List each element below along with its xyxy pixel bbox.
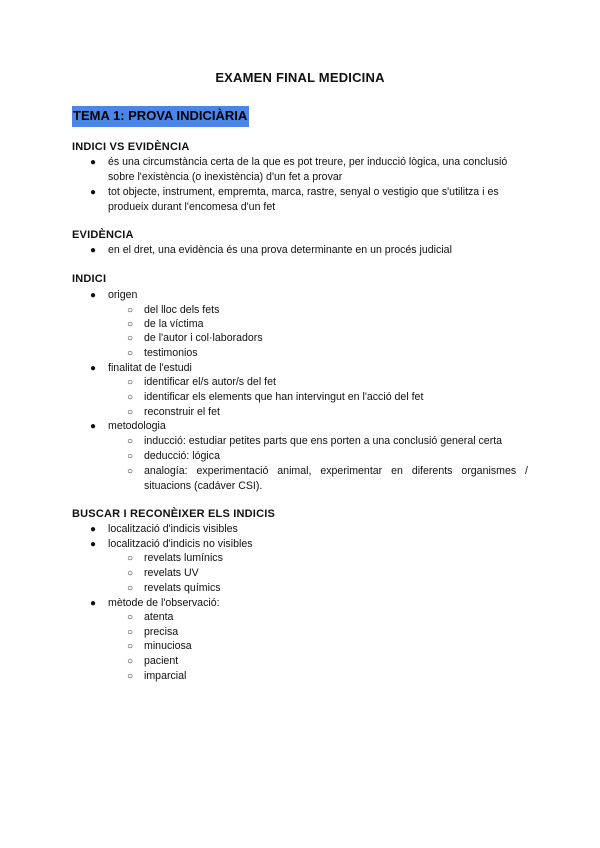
sub-bullet-icon: ○ <box>127 333 134 344</box>
section-heading-indici: INDICI <box>72 273 107 285</box>
sub-list-item-text: deducció: lógica <box>144 450 220 462</box>
sub-bullet-icon: ○ <box>127 451 134 462</box>
list-item-text: mètode de l'observació: <box>108 597 220 609</box>
sub-list-item-text: situacions (cadáver CSI). <box>144 480 263 492</box>
section-heading-evidencia: EVIDÈNCIA <box>72 229 134 241</box>
bullet-icon: ● <box>90 157 97 168</box>
document-title: EXAMEN FINAL MEDICINA <box>215 70 385 85</box>
sub-list-item-text: pacient <box>144 655 179 667</box>
sub-bullet-icon: ○ <box>127 553 134 564</box>
sub-bullet-icon: ○ <box>127 348 134 359</box>
list-item-text: produeix durant l'encomesa d'un fet <box>108 201 276 213</box>
sub-list-item-text: analogía: experimentació animal, experimentar en diferents organismes / <box>144 465 528 477</box>
sub-list-item-text: testimonios <box>144 347 198 359</box>
sub-list-item-text: atenta <box>144 611 174 623</box>
topic-heading-highlighted: TEMA 1: PROVA INDICIÀRIA <box>72 106 249 127</box>
sub-list-item-text: reconstruir el fet <box>144 406 220 418</box>
sub-list-item-text: revelats UV <box>144 567 199 579</box>
list-item-text: metodologia <box>108 420 166 432</box>
list-item-text: localització d'indicis no visibles <box>108 538 253 550</box>
bullet-icon: ● <box>90 524 97 535</box>
sub-list-item-text: imparcial <box>144 670 187 682</box>
sub-list-item-text: inducció: estudiar petites parts que ens porten a una conclusió general certa <box>144 435 503 447</box>
sub-bullet-icon: ○ <box>127 612 134 623</box>
bullet-icon: ● <box>90 187 97 198</box>
list-item-text: és una circumstància certa de la que es pot treure, per inducció lògica, una conclusió <box>108 156 508 168</box>
list-item-text: localització d'indicis visibles <box>108 523 238 535</box>
sub-list-item-text: precisa <box>144 626 179 638</box>
sub-list-item-text: revelats lumínics <box>144 552 223 564</box>
sub-bullet-icon: ○ <box>127 305 134 316</box>
sub-bullet-icon: ○ <box>127 319 134 330</box>
section-heading-buscar-indicis: BUSCAR I RECONÈIXER ELS INDICIS <box>72 508 276 520</box>
sub-bullet-icon: ○ <box>127 671 134 682</box>
sub-list-item-text: revelats químics <box>144 582 221 594</box>
list-item-text: tot objecte, instrument, empremta, marca, rastre, senyal o vestigio que s'utilitza i es <box>108 186 499 198</box>
sub-bullet-icon: ○ <box>127 392 134 403</box>
sub-list-item-text: de la víctima <box>144 318 204 330</box>
bullet-icon: ● <box>90 363 97 374</box>
list-item-text: finalitat de l'estudi <box>108 362 192 374</box>
bullet-icon: ● <box>90 421 97 432</box>
sub-bullet-icon: ○ <box>127 407 134 418</box>
bullet-icon: ● <box>90 290 97 301</box>
bullet-icon: ● <box>90 245 97 256</box>
sub-bullet-icon: ○ <box>127 627 134 638</box>
sub-list-item-text: minuciosa <box>144 640 192 652</box>
bullet-icon: ● <box>90 598 97 609</box>
list-item-text: en el dret, una evidència és una prova determinante en un procés judicial <box>108 244 452 256</box>
sub-bullet-icon: ○ <box>127 583 134 594</box>
sub-bullet-icon: ○ <box>127 568 134 579</box>
sub-list-item-text: del lloc dels fets <box>144 304 220 316</box>
sub-bullet-icon: ○ <box>127 377 134 388</box>
list-item-text: sobre l'existència (o inexistència) d'un fet a provar <box>108 171 343 183</box>
section-heading-indici-vs-evidencia: INDICI VS EVIDÈNCIA <box>72 141 190 153</box>
sub-bullet-icon: ○ <box>127 466 134 477</box>
sub-list-item-text: identificar els elements que han intervingut en l'acció del fet <box>144 391 424 403</box>
sub-bullet-icon: ○ <box>127 436 134 447</box>
sub-bullet-icon: ○ <box>127 641 134 652</box>
sub-bullet-icon: ○ <box>127 656 134 667</box>
sub-list-item-text: de l'autor i col·laboradors <box>144 332 263 344</box>
list-item-text: origen <box>108 289 138 301</box>
sub-list-item-text: identificar el/s autor/s del fet <box>144 376 276 388</box>
bullet-icon: ● <box>90 539 97 550</box>
